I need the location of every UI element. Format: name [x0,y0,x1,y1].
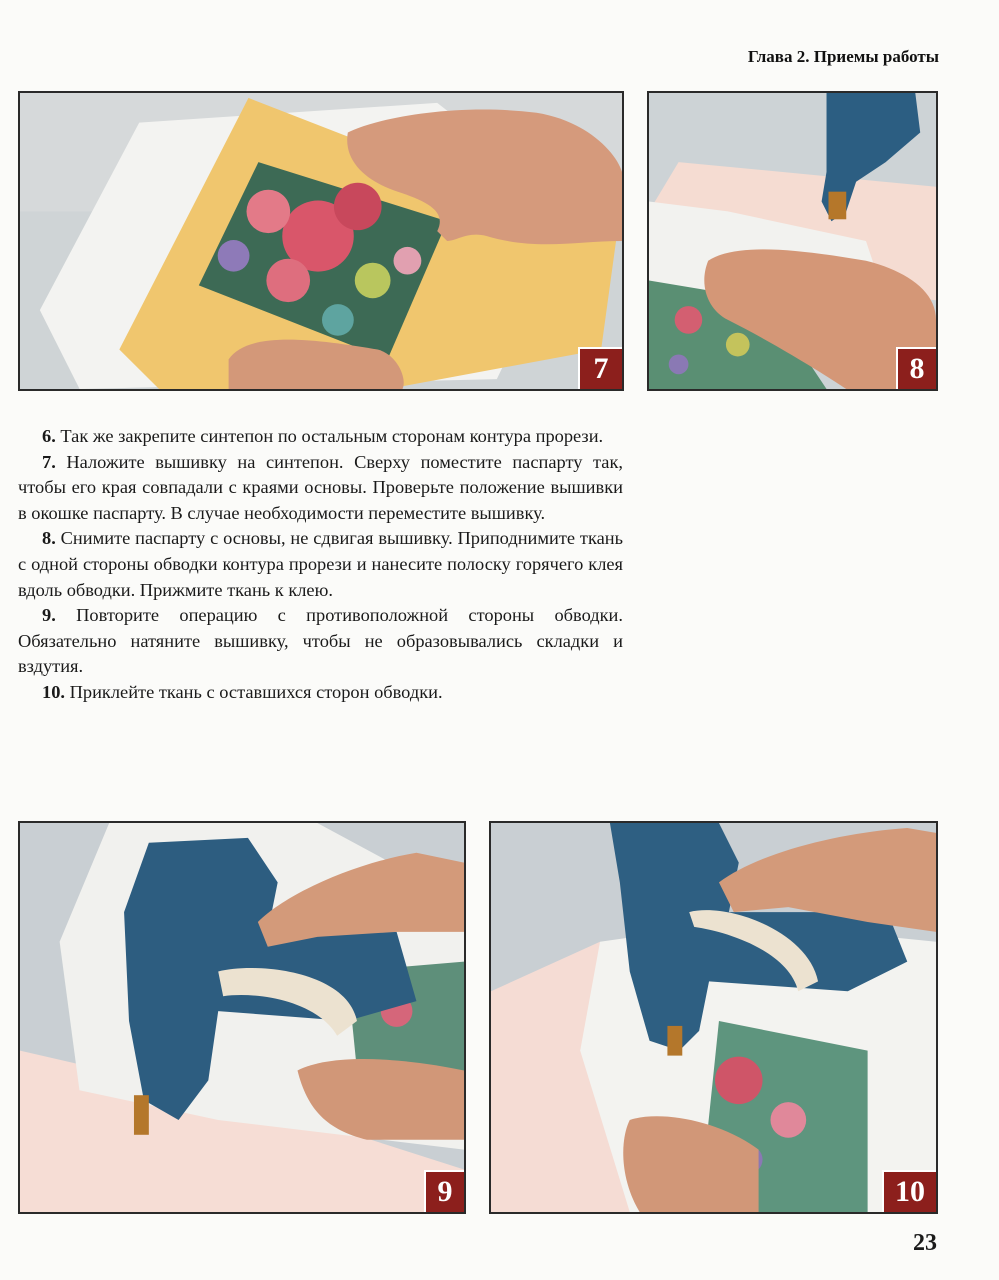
step-paragraph: 7. Наложите вышивку на синтепон. Сверху поместите паспарту так, чтобы его края совпадали с краями основы. Проверьте положение вышивки в окошке паспарту. В случае необходимости переместите вышивку. [18,451,623,523]
photo-step-8 [647,91,938,391]
photo-step-7 [18,91,624,391]
step-paragraph: 8. Снимите паспарту с основы, не сдвигая вышивку. Приподнимите ткань с одной стороны обводки контура прорези и нанесите полоску горячего клея вдоль обводки. Прижмите ткань к клею. [18,528,623,600]
instructions-text [18,424,623,706]
photo-number-badge: 9 [424,1170,464,1212]
photo-number-badge: 10 [882,1170,936,1212]
photo-9-image [20,823,464,1212]
photo-number-badge: 8 [896,347,936,389]
photo-number-badge: 7 [578,347,622,389]
page-number: 23 [913,1230,937,1256]
chapter-header: Глава 2. Приемы работы [747,47,939,66]
photo-step-10 [489,821,938,1214]
photo-10-image [491,823,936,1212]
photo-7-image [20,93,622,389]
photo-8-image [649,93,936,389]
step-paragraph: 6. Так же закрепите синтепон по остальным сторонам контура прорези. [42,426,604,446]
step-paragraph: 10. Приклейте ткань с оставшихся сторон обводки. [42,681,443,702]
photo-step-9 [18,821,466,1214]
step-paragraph: 9. Повторите операцию с противоположной стороны обводки. Обязательно натяните вышивку, чтобы не образовывались складки и вздутия. [18,605,623,677]
